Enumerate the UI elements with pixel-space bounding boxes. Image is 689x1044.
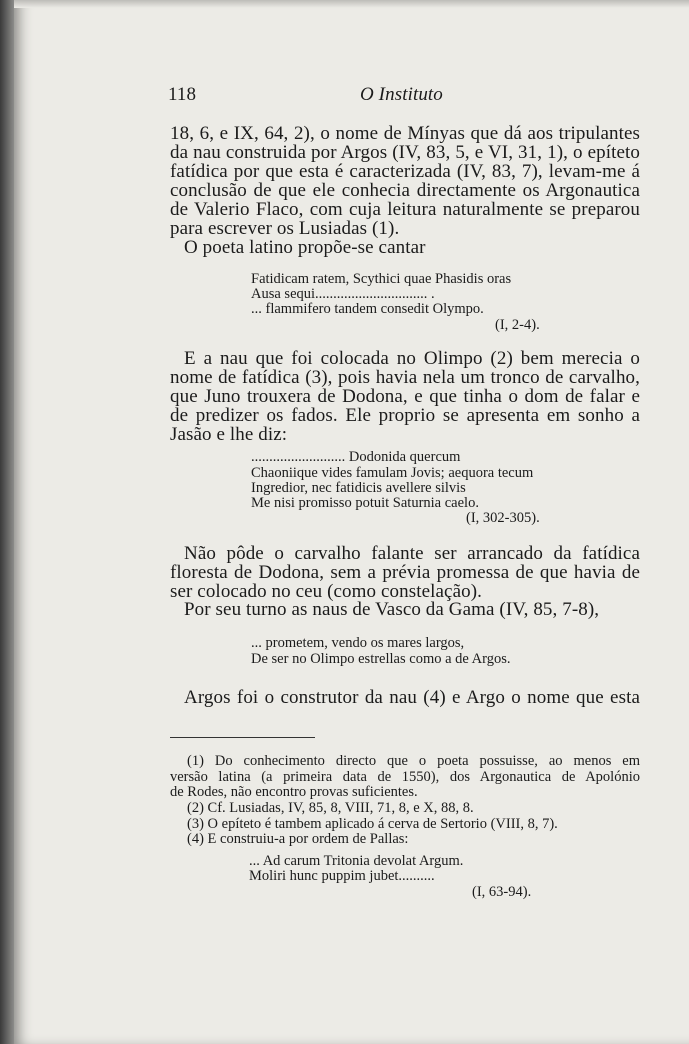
book-gutter-shadow <box>0 0 14 1044</box>
body-line: O poeta latino propõe-se cantar <box>184 237 426 258</box>
body-line: 18, 6, e IX, 64, 2), o nome de Mínyas que dá aos tripulantes <box>170 123 640 144</box>
quote-line: Ingredior, nec fatidicis avellere silvis <box>251 480 466 496</box>
body-line: Jasão e lhe diz: <box>170 424 288 445</box>
running-title: O Instituto <box>360 84 443 105</box>
body-line: floresta de Dodona, sem a prévia promessa de que havia de <box>170 562 640 583</box>
body-line: de Valerio Flaco, com cuja leitura naturalmente se preparou <box>170 199 640 220</box>
footnote-line: (3) O epíteto é tambem aplicado á cerva de Sertorio (VIII, 8, 7). <box>187 816 558 832</box>
quote-reference: (I, 302-305). <box>466 510 540 526</box>
body-line: Por seu turno as naus de Vasco da Gama (IV, 85, 7-8), <box>184 599 600 620</box>
page-number: 118 <box>168 84 197 105</box>
quote-line: De ser no Olimpo estrellas como a de Argos. <box>251 651 511 667</box>
body-line: Argos foi o construtor da nau (4) e Argo o nome que esta <box>184 687 640 708</box>
footnote-line: (4) E construiu-a por ordem de Pallas: <box>187 831 409 847</box>
body-line: da nau construida por Argos (IV, 83, 5, e VI, 31, 1), o epíteto <box>170 142 640 163</box>
footnote-line: de Rodes, não encontro provas suficientes. <box>170 784 418 800</box>
body-line: nome de fatídica (3), pois havia nela um tronco de carvalho, <box>170 367 640 388</box>
footnote-line: (1) Do conhecimento directo que o poeta possuisse, ao menos em <box>187 753 640 769</box>
quote-line: ... prometem, vendo os mares largos, <box>251 635 465 651</box>
body-line: E a nau que foi colocada no Olimpo (2) bem merecia o <box>184 348 640 369</box>
quote-line: Chaoniique vides famulam Jovis; aequora tecum <box>251 465 534 481</box>
body-line: para escrever os Lusiadas (1). <box>170 218 400 239</box>
body-line: que Juno trouxera de Dodona, e que tinha o dom de falar e <box>170 386 640 407</box>
body-line: conclusão de que ele conhecia directamente os Argonautica <box>170 180 640 201</box>
quote-line: Me nisi promisso potuit Saturnia caelo. <box>251 495 479 511</box>
body-line: ser colocado no ceu (como constelação). <box>170 581 482 602</box>
footnote-line: versão latina (a primeira data de 1550), dos Argonautica de Apolónio <box>170 769 640 785</box>
footnote-quote-line: Moliri hunc puppim jubet.......... <box>249 868 435 884</box>
quote-line: ... flammifero tandem consedit Olympo. <box>251 301 484 317</box>
footnote-quote-line: ... Ad carum Tritonia devolat Argum. <box>249 853 464 869</box>
page-top-edge <box>14 0 689 8</box>
quote-line: Ausa sequi............................... . <box>251 286 435 302</box>
body-line: Não pôde o carvalho falante ser arrancado da fatídica <box>184 543 640 564</box>
quote-line: Fatidicam ratem, Scythici quae Phasidis oras <box>251 271 512 287</box>
body-line: fatídica por que esta é caracterizada (IV, 83, 7), levam-me á <box>170 161 640 182</box>
footnote-line: (2) Cf. Lusiadas, IV, 85, 8, VIII, 71, 8, e X, 88, 8. <box>187 800 474 816</box>
footnote-divider <box>170 737 315 738</box>
footnote-quote-reference: (I, 63-94). <box>472 884 532 900</box>
body-line: de predizer os fados. Ele proprio se apresenta em sonho a <box>170 405 640 426</box>
quote-line: .......................... Dodonida quercum <box>251 449 461 465</box>
quote-reference: (I, 2-4). <box>495 317 540 333</box>
